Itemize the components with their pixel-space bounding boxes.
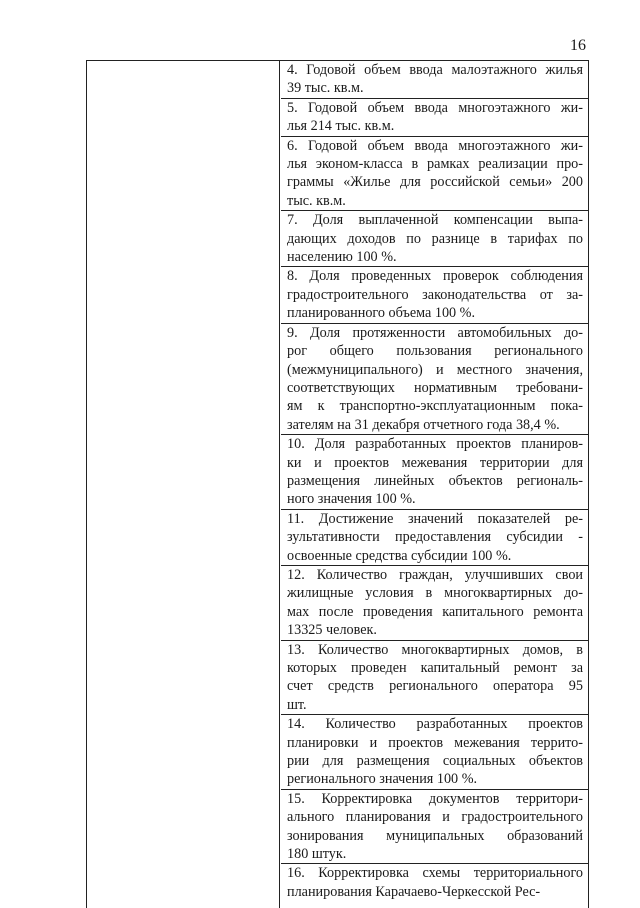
item-text-line: зультативности предоставления субсидии - <box>287 529 583 546</box>
item-text-line: счет средств регионального оператора 95 <box>287 678 583 695</box>
item-text-line: 8. Доля проведенных проверок соблюдения <box>287 268 583 285</box>
item-text-line: мах после проведения капитального ремонта <box>287 603 583 620</box>
item-text-line: 13. Количество многоквартирных домов, в <box>287 641 583 658</box>
item-text-line: зателям на 31 декабря отчетного года 38,4 %. <box>287 416 560 433</box>
item-text-line: ки и проектов межевания территории для <box>287 454 583 471</box>
item-text-line: 180 штук. <box>287 846 347 863</box>
item-text-line: 5. Годовой объем ввода многоэтажного жи- <box>287 99 583 116</box>
item-text-line: лья эконом-класса в рамках реализации про- <box>287 156 583 173</box>
item-text-line: 39 тыс. кв.м. <box>287 80 364 97</box>
item-text-line: планировки и проектов межевания террито- <box>287 734 583 751</box>
item-text-line: шт. <box>287 696 307 713</box>
item-text-line: 12. Количество граждан, улучшивших свои <box>287 566 583 583</box>
item-text-line: жилищные условия в многоквартирных до- <box>287 585 583 602</box>
list-item <box>281 715 589 790</box>
item-text-line: тыс. кв.м. <box>287 192 346 209</box>
item-text-line: (межмуниципального) и местного значения, <box>287 361 583 378</box>
list-item <box>281 137 589 212</box>
item-text-line: дающих доходов по разнице в тарифах по <box>287 230 583 247</box>
item-text-line: 9. Доля протяженности автомобильных до- <box>287 324 583 341</box>
item-text-line: планирования Карачаево-Черкесской Рес- <box>287 883 541 900</box>
item-text-line: 6. Годовой объем ввода многоэтажного жи- <box>287 137 583 154</box>
list-item <box>281 267 589 323</box>
item-text-line: 15. Корректировка документов территори- <box>287 790 583 807</box>
list-item <box>281 864 589 901</box>
list-item <box>281 99 589 137</box>
item-text-line: рии для размещения социальных объектов <box>287 753 583 770</box>
item-text-line: ального планирования и градостроительного <box>287 809 583 826</box>
item-text-line: рог общего пользования регионального <box>287 343 583 360</box>
item-text-line: соответствующих нормативным требовани- <box>287 379 583 396</box>
item-text-line: населению 100 %. <box>287 249 397 266</box>
item-text-line: планированного объема 100 %. <box>287 305 476 322</box>
item-text-line: граммы «Жилье для российской семьи» 200 <box>287 174 583 191</box>
item-text-line: лья 214 тыс. кв.м. <box>287 118 395 135</box>
item-text-line: градостроительного законодательства от за- <box>287 286 583 303</box>
list-item <box>281 790 589 865</box>
item-text-line: размещения линейных объектов региональ- <box>287 472 583 489</box>
item-text-line: ям к транспортно-эксплуатационным пока- <box>287 398 583 415</box>
item-text-line: 13325 человек. <box>287 622 377 639</box>
indicators-table <box>86 60 589 908</box>
item-text-line: 14. Количество разработанных проектов <box>287 716 583 733</box>
list-item <box>281 61 589 99</box>
list-item <box>281 510 589 566</box>
item-text-line: которых проведен капитальный ремонт за <box>287 660 583 676</box>
item-text-line: 4. Годовой объем ввода малоэтажного жилья <box>287 62 583 78</box>
page-number: 16 <box>570 37 586 54</box>
list-item <box>281 435 589 510</box>
list-item <box>281 324 589 435</box>
item-text-line: 10. Доля разработанных проектов планиров- <box>287 436 583 453</box>
item-text-line: ного значения 100 %. <box>287 491 416 508</box>
item-text-line: освоенные средства субсидии 100 %. <box>287 547 512 564</box>
list-item <box>281 211 589 267</box>
item-text-line: 16. Корректировка схемы территориального <box>287 865 583 882</box>
table-right-column <box>281 61 589 908</box>
table-left-column <box>87 61 280 908</box>
item-text-line: регионального значения 100 %. <box>287 771 478 788</box>
list-item <box>281 641 589 716</box>
item-text-line: зонирования муниципальных образований <box>287 827 583 844</box>
list-item <box>281 566 589 641</box>
item-text-line: 7. Доля выплаченной компенсации выпа- <box>287 212 583 229</box>
item-text-line: 11. Достижение значений показателей ре- <box>287 510 583 527</box>
